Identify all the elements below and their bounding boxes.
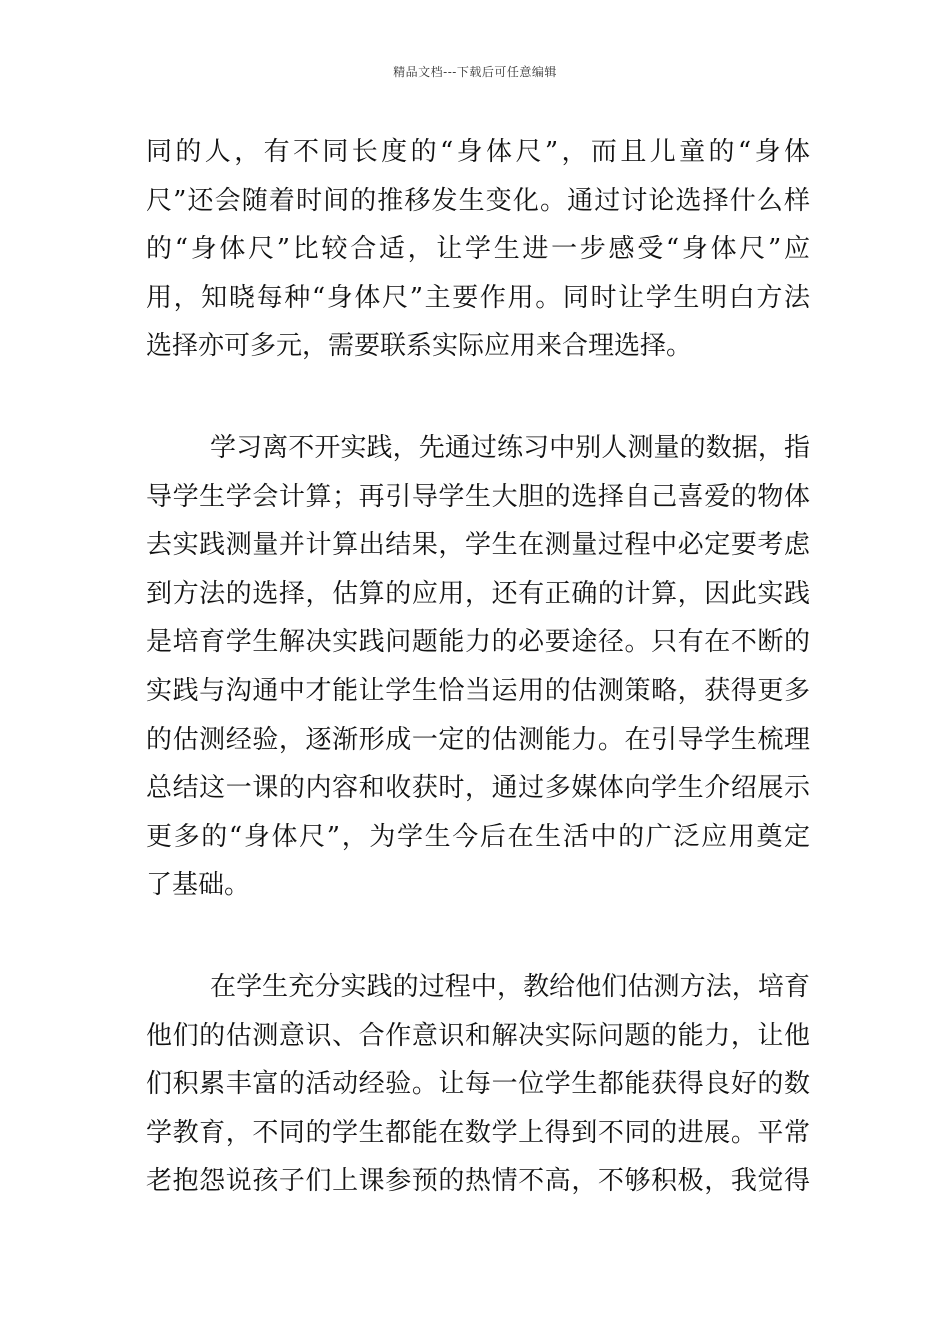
text-line: 总结这一课的内容和收获时，通过多媒体向学生介绍展示 — [146, 773, 810, 804]
text-line: 了基础。 — [146, 870, 251, 901]
text-line: 学习离不开实践，先通过练习中别人测量的数据，指 — [210, 432, 810, 463]
text-line: 导学生学会计算；再引导学生大胆的选择自己喜爱的物体 — [146, 481, 810, 512]
text-line: 同的人，有不同长度的“身体尺”，而且儿童的“身体 — [146, 137, 810, 167]
text-line: 是培育学生解决实践问题能力的必要途径。只有在不断的 — [146, 627, 810, 658]
text-line: 到方法的选择，估算的应用，还有正确的计算，因此实践 — [146, 578, 810, 609]
document-body — [146, 128, 810, 1206]
text-line: 选择亦可多元，需要联系实际应用来合理选择。 — [146, 331, 693, 362]
paragraph-spacer — [146, 371, 810, 424]
text-line: 更多的“身体尺”，为学生今后在生活中的广泛应用奠定 — [146, 821, 810, 852]
page-header: 精品文档---下载后可任意编辑 — [393, 65, 557, 79]
paragraph — [146, 128, 810, 371]
paragraph — [146, 424, 810, 910]
text-line: 学教育，不同的学生都能在数学上得到不同的进展。平常 — [146, 1117, 810, 1148]
paragraph — [146, 963, 810, 1206]
text-line: 的估测经验，逐渐形成一定的估测能力。在引导学生梳理 — [146, 724, 810, 755]
text-line: 们积累丰富的活动经验。让每一位学生都能获得良好的数 — [146, 1069, 810, 1100]
text-line: 他们的估测意识、合作意识和解决实际问题的能力，让他 — [146, 1020, 810, 1051]
text-line: 去实践测量并计算出结果，学生在测量过程中必定要考虑 — [146, 530, 810, 561]
text-line: 的“身体尺”比较合适，让学生进一步感受“身体尺”应 — [146, 234, 810, 265]
text-line: 用，知晓每种“身体尺”主要作用。同时让学生明白方法 — [146, 282, 810, 313]
text-line: 老抱怨说孩子们上课参预的热情不高，不够积极，我觉得 — [146, 1166, 810, 1197]
paragraph-spacer — [146, 910, 810, 963]
text-line: 尺”还会随着时间的推移发生变化。通过讨论选择什么样 — [146, 185, 810, 216]
text-line: 实践与沟通中才能让学生恰当运用的估测策略，获得更多 — [146, 675, 810, 706]
text-line: 在学生充分实践的过程中，教给他们估测方法，培育 — [210, 971, 810, 1002]
